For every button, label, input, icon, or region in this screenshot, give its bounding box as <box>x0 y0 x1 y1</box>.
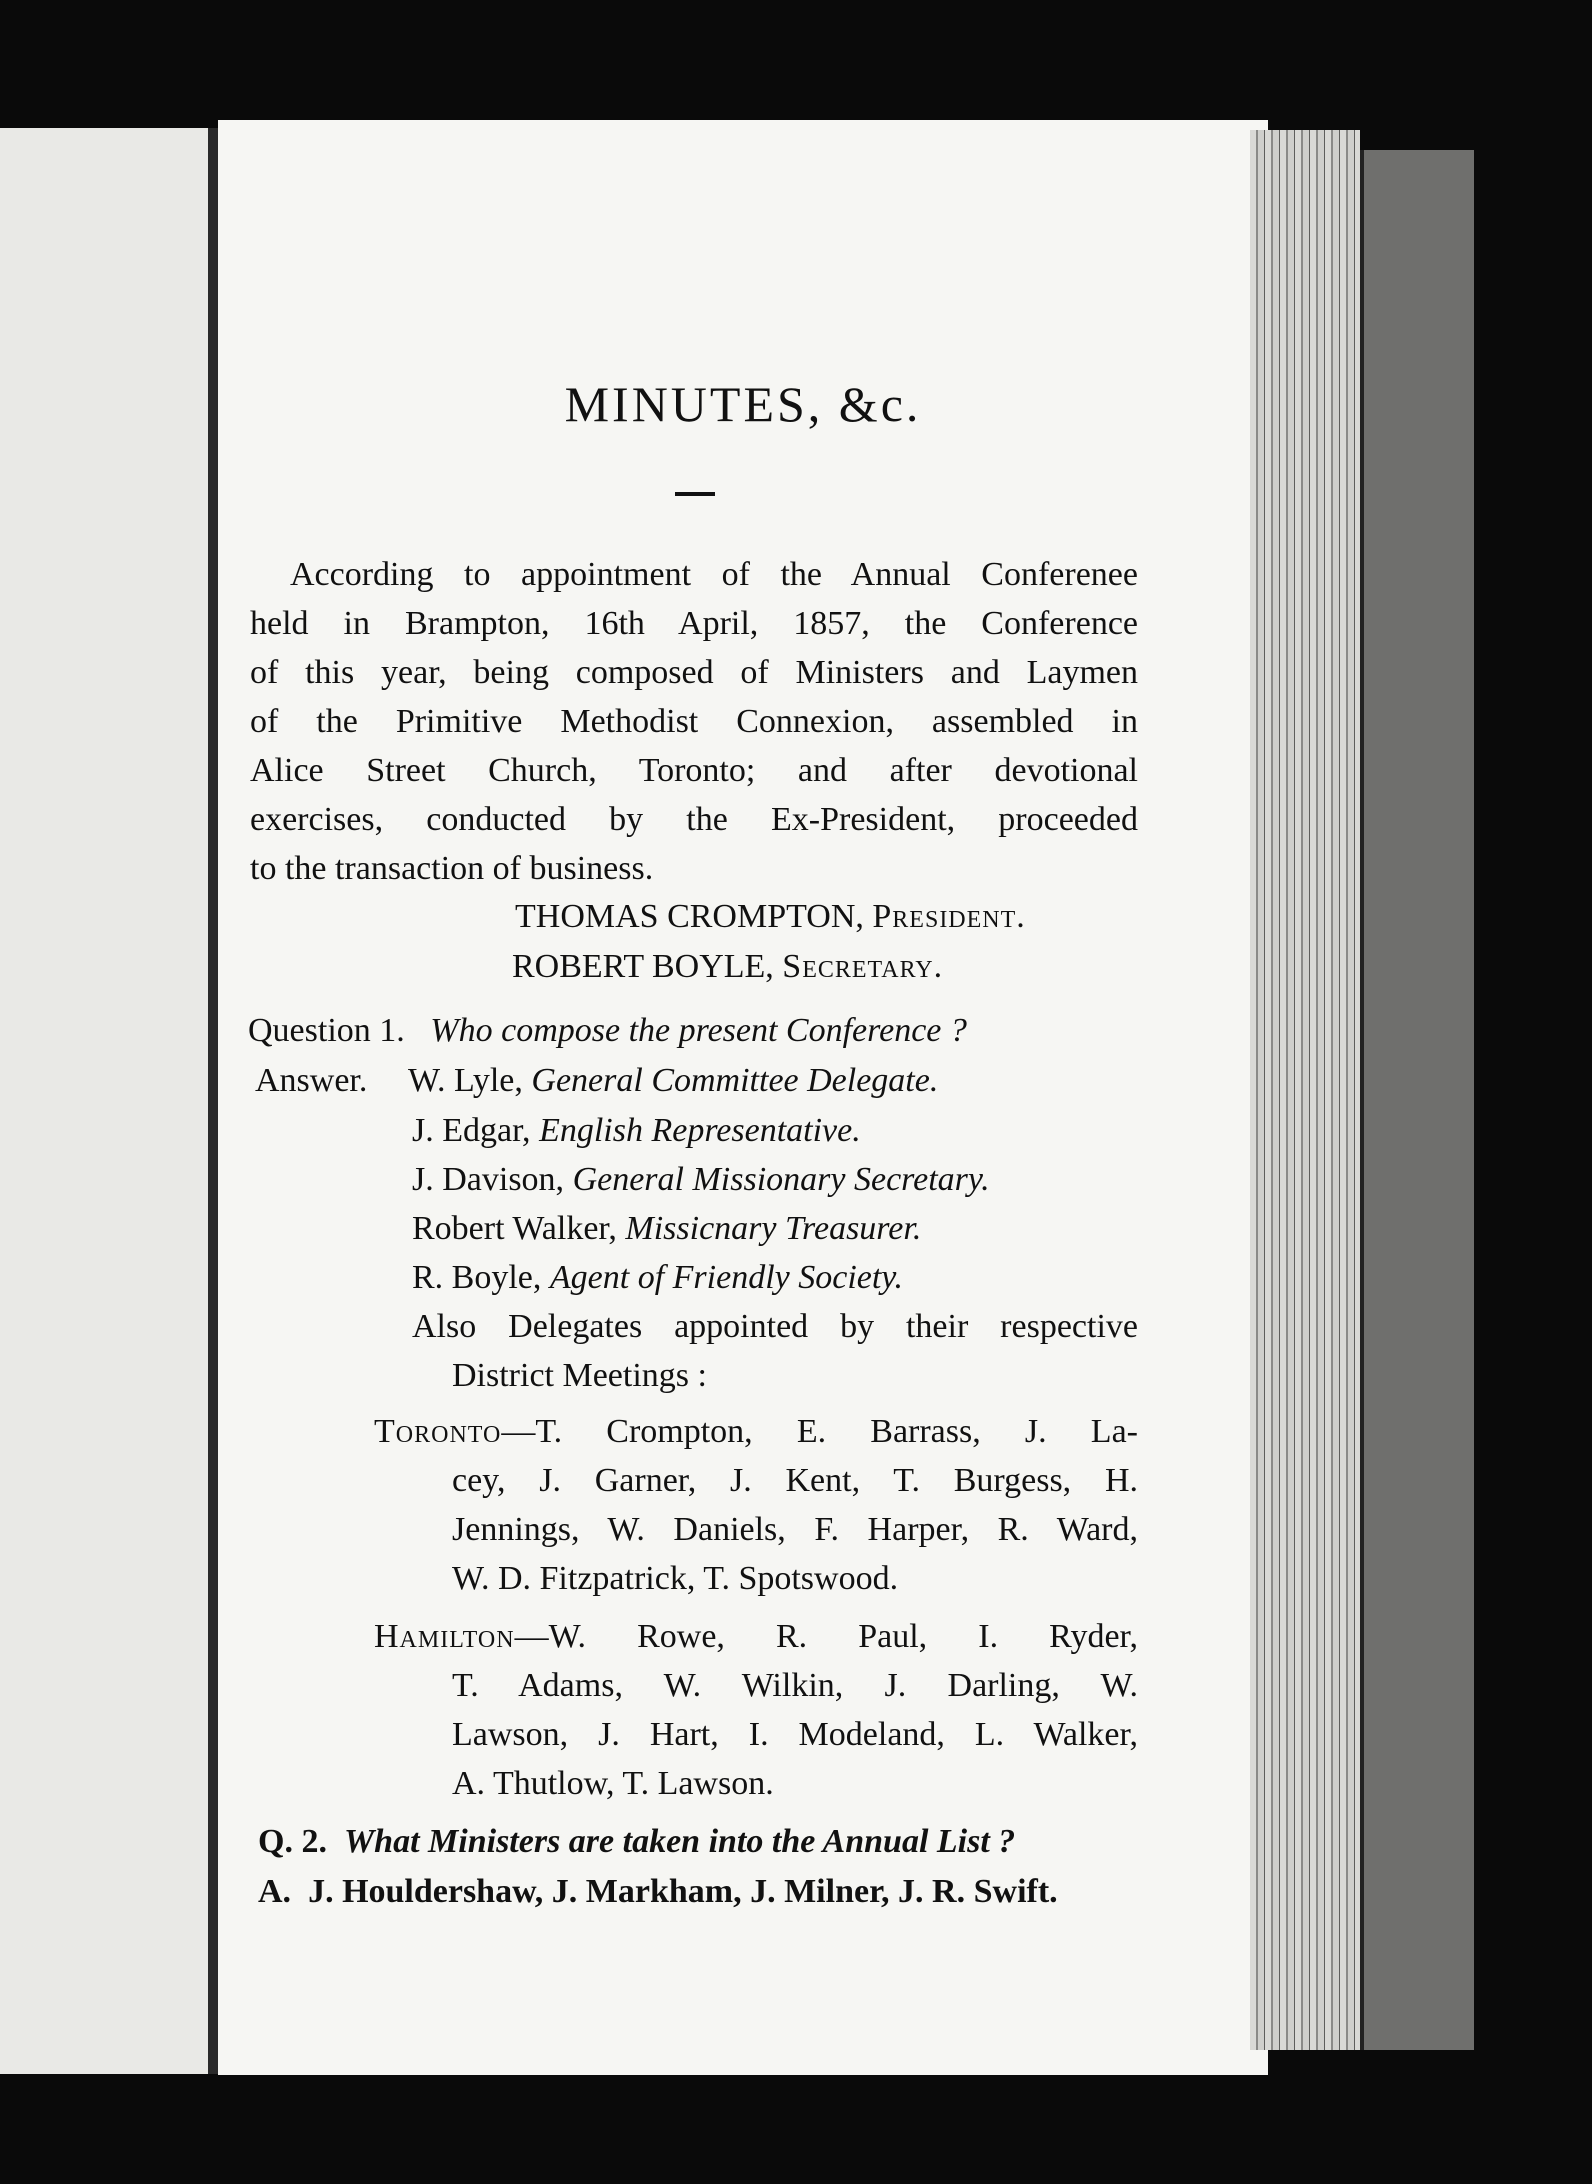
question-2-text: What Ministers are taken into the Annual List ? <box>343 1823 1016 1860</box>
question-1-text: Who compose the present Conference ? <box>430 1012 967 1049</box>
question-2 <box>258 1823 1015 1861</box>
answer-entry: Robert Walker, Missicnary Treasurer. <box>412 1210 922 1247</box>
intro-line: to the transaction of business. <box>250 850 654 887</box>
question-1 <box>248 1012 967 1050</box>
district-hamilton-line: Lawson, J. Hart, I. Modeland, L. Walker, <box>452 1716 1138 1753</box>
secretary-signature <box>512 948 943 986</box>
answer-entry: J. Edgar, English Representative. <box>412 1112 861 1149</box>
book-cover-edge <box>1360 150 1474 2050</box>
secretary-title: Secretary. <box>782 948 944 985</box>
delegates-line: District Meetings : <box>452 1357 707 1394</box>
answer-2-label: A. <box>258 1873 292 1910</box>
secretary-name: ROBERT BOYLE, <box>512 948 774 985</box>
photo-border <box>0 2075 1592 2184</box>
answer-entry: J. Davison, General Missionary Secretary. <box>412 1161 990 1198</box>
intro-paragraph <box>250 550 1138 893</box>
answer-entry: R. Boyle, Agent of Friendly Society. <box>412 1259 904 1296</box>
answer-entry: W. Lyle, General Committee Delegate. <box>408 1062 939 1099</box>
answer-1-label: Answer. <box>255 1062 368 1099</box>
president-name: THOMAS CROMPTON, <box>515 898 864 935</box>
intro-line: exercises, conducted by the Ex-President, proceeded <box>250 801 1138 838</box>
district-toronto-line: Jennings, W. Daniels, F. Harper, R. Ward, <box>452 1511 1138 1548</box>
district-toronto-line: cey, J. Garner, J. Kent, T. Burgess, H. <box>452 1462 1138 1499</box>
facing-page <box>0 128 210 2074</box>
question-2-label: Q. 2. <box>258 1823 327 1860</box>
intro-line: According to appointment of the Annual Conferenee <box>290 556 1138 593</box>
intro-line: of the Primitive Methodist Connexion, assembled in <box>250 703 1138 740</box>
district-hamilton-line: A. Thutlow, T. Lawson. <box>452 1765 774 1802</box>
book-gutter <box>208 128 218 2074</box>
answer-2 <box>258 1873 1058 1911</box>
page-title: MINUTES, &c. <box>564 376 922 432</box>
intro-line: of this year, being composed of Ministers and Laymen <box>250 654 1138 691</box>
president-signature <box>515 898 1026 936</box>
question-1-label: Question 1. <box>248 1012 405 1049</box>
district-hamilton-line: T. Adams, W. Wilkin, J. Darling, W. <box>452 1667 1138 1704</box>
intro-line: held in Brampton, 16th April, 1857, the Conference <box>250 605 1138 642</box>
delegates-line: Also Delegates appointed by their respective <box>412 1308 1138 1345</box>
district-toronto-line: Toronto—T. Crompton, E. Barrass, J. La- <box>374 1413 1138 1450</box>
district-hamilton-line: Hamilton—W. Rowe, R. Paul, I. Ryder, <box>374 1618 1138 1655</box>
district-toronto-line: W. D. Fitzpatrick, T. Spotswood. <box>452 1560 899 1597</box>
intro-line: Alice Street Church, Toronto; and after devotional <box>250 752 1138 789</box>
title-rule <box>675 492 715 496</box>
district-name: Toronto <box>374 1413 502 1450</box>
district-name: Hamilton <box>374 1618 515 1655</box>
president-title: President. <box>872 898 1026 935</box>
answer-2-text: J. Houldershaw, J. Markham, J. Milner, J. R. Swift. <box>308 1873 1058 1910</box>
